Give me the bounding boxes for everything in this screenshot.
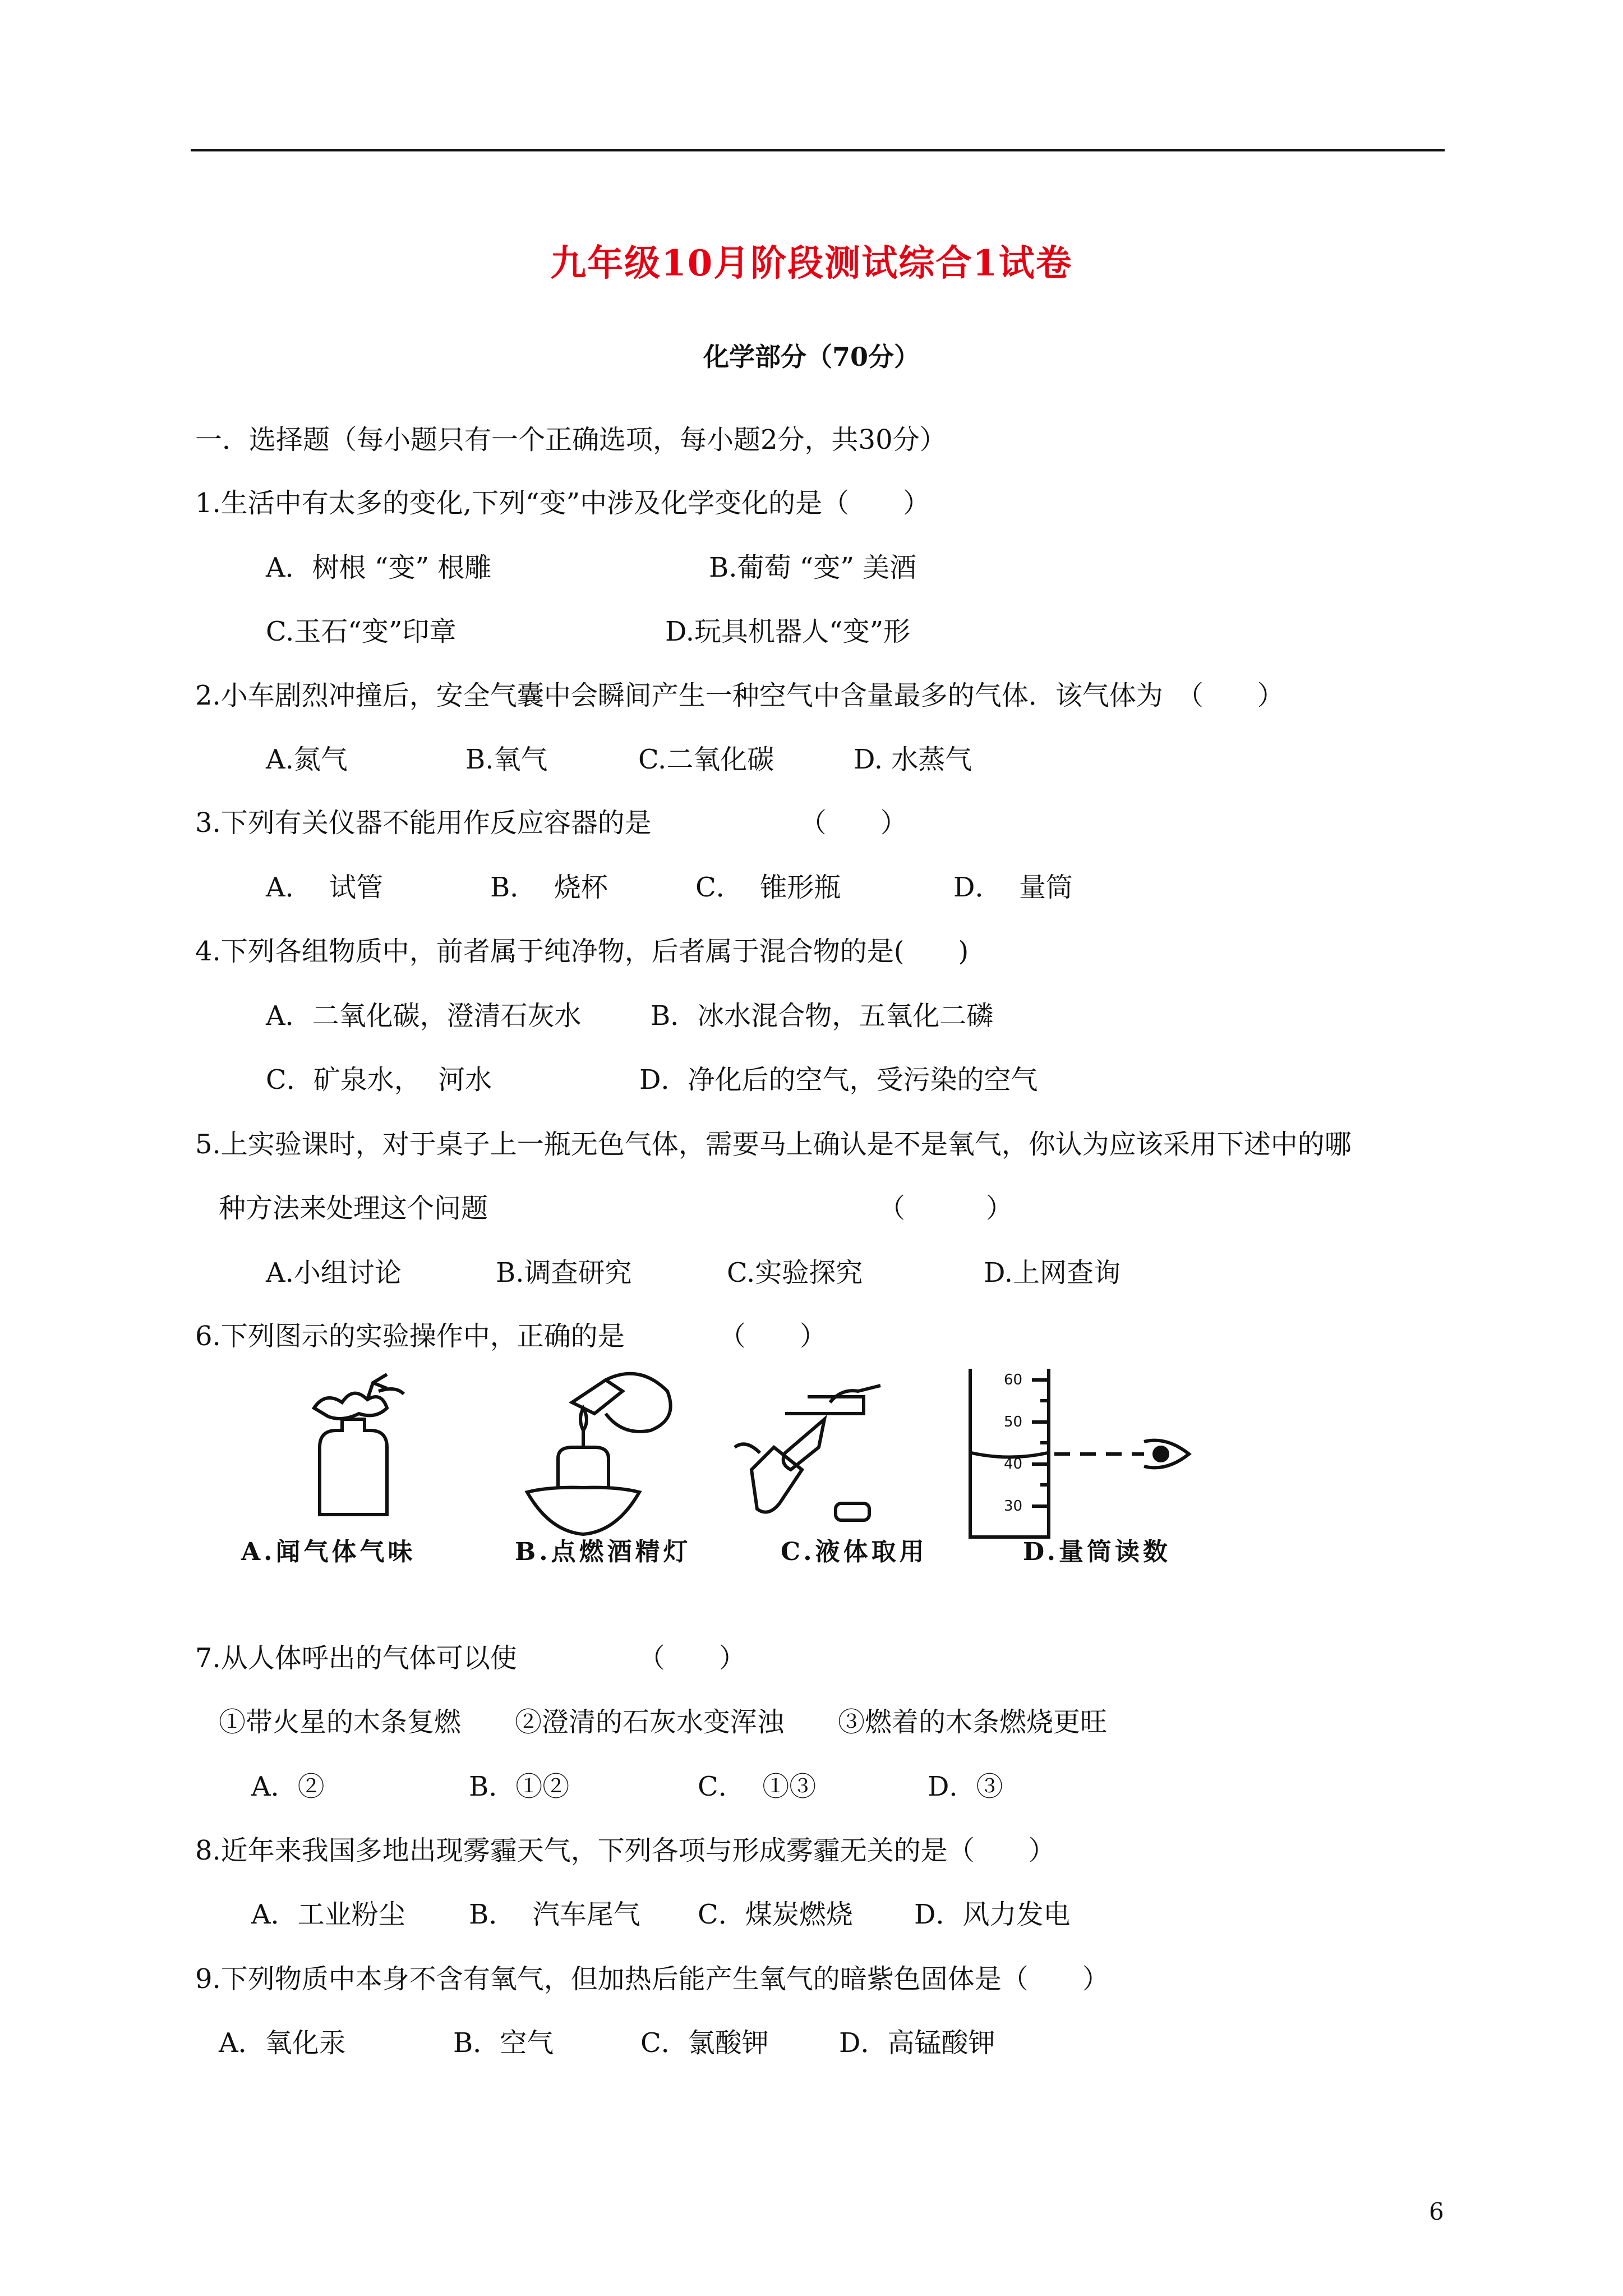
question-stem: 8.近年来我国多地出现雾霾天气，下列各项与形成雾霾无关的是（ ） <box>195 1835 1055 1866</box>
option: B．①② <box>469 1771 570 1802</box>
header-rule <box>191 149 1445 151</box>
cylinder-tick-label: 40 <box>1004 1456 1023 1473</box>
option: D.上网查询 <box>984 1257 1121 1289</box>
option: C．煤炭燃烧 <box>698 1899 853 1930</box>
option: D. 水蒸气 <box>854 744 972 775</box>
question-stem: 9.下列物质中本身不含有氧气，但加热后能产生氧气的暗紫色固体是（ ） <box>195 1963 1109 1995</box>
option: B．冰水混合物，五氧化二磷 <box>651 1000 994 1032</box>
option: B． 汽车尾气 <box>469 1899 640 1930</box>
question-stem: 5.上实验课时，对于桌子上一瓶无色气体，需要马上确认是不是氧气，你认为应该采用下述中的哪 <box>195 1129 1352 1160</box>
question-stem: 1.生活中有太多的变化,下列“变”中涉及化学变化的是（ ） <box>195 487 930 519</box>
option: C． ①③ <box>698 1771 817 1802</box>
measuring-cylinder-illustration <box>970 1369 1189 1537</box>
section-heading: 一．选择题（每小题只有一个正确选项，每小题2分，共30分） <box>195 424 947 455</box>
cylinder-tick-label: 60 <box>1004 1372 1023 1388</box>
figure-caption: A.闻气体气味 <box>241 1538 416 1566</box>
option: B．空气 <box>453 2027 554 2059</box>
option: A．氧化汞 <box>219 2027 346 2059</box>
option: A． 试管 <box>266 872 384 903</box>
question-stem: 2.小车剧烈冲撞后，安全气囊中会瞬间产生一种空气中含量最多的气体．该气体为 （ ） <box>195 680 1284 711</box>
figure-caption: B.点燃酒精灯 <box>515 1538 691 1566</box>
option: C． 锥形瓶 <box>695 872 841 903</box>
cylinder-tick-label: 50 <box>1004 1414 1023 1430</box>
option: A．树根 “变” 根雕 <box>266 552 492 583</box>
option: B.葡萄 “变” 美酒 <box>709 552 917 583</box>
question-stem: 7.从人体呼出的气体可以使 （ ） <box>195 1642 746 1674</box>
page-number: 6 <box>1429 2198 1444 2225</box>
option: C．氯酸钾 <box>640 2027 769 2059</box>
option: C.玉石“变”印章 <box>266 616 457 647</box>
option: D． 量筒 <box>953 872 1073 903</box>
option: B.调查研究 <box>496 1257 632 1289</box>
option: C.实验探究 <box>727 1257 863 1289</box>
option: D．净化后的空气，受污染的空气 <box>639 1064 1038 1096</box>
option: C.二氧化碳 <box>638 744 774 775</box>
option: A．二氧化碳，澄清石灰水 <box>266 1000 582 1032</box>
option: B.氧气 <box>465 744 548 775</box>
option: D．高锰酸钾 <box>839 2027 995 2059</box>
option: A.小组讨论 <box>266 1257 402 1289</box>
cylinder-tick-label: 30 <box>1004 1498 1023 1515</box>
figure-caption: D.量筒读数 <box>1023 1538 1171 1566</box>
question-stem: 4.下列各组物质中，前者属于纯净物，后者属于混合物的是( ) <box>195 936 969 967</box>
liquid-pouring-illustration <box>735 1386 880 1520</box>
option: A.氮气 <box>266 744 348 775</box>
statement-list: ①带火星的木条复燃 ②澄清的石灰水变浑浊 ③燃着的木条燃烧更旺 <box>219 1706 1108 1738</box>
option: C．矿泉水， 河水 <box>266 1064 492 1096</box>
option: D．风力发电 <box>914 1899 1071 1930</box>
smelling-gas-illustration <box>314 1374 404 1515</box>
page-title: 九年级10月阶段测试综合1试卷 <box>550 242 1073 284</box>
option: D.玩具机器人“变”形 <box>665 616 911 647</box>
question-stem: 6.下列图示的实验操作中，正确的是 （ ） <box>195 1320 827 1352</box>
question-stem: 3.下列有关仪器不能用作反应容器的是 （ ） <box>195 807 907 839</box>
section-subtitle: 化学部分（70分） <box>703 342 920 372</box>
option: A．工业粉尘 <box>251 1899 405 1930</box>
option: A．② <box>251 1771 325 1802</box>
option: D．③ <box>928 1771 1003 1802</box>
question-stem-continued: 种方法来处理这个问题 （ ） <box>219 1193 1013 1224</box>
figure-caption: C.液体取用 <box>781 1538 928 1566</box>
alcohol-lamp-illustration <box>527 1374 671 1534</box>
option: B． 烧杯 <box>490 872 608 903</box>
